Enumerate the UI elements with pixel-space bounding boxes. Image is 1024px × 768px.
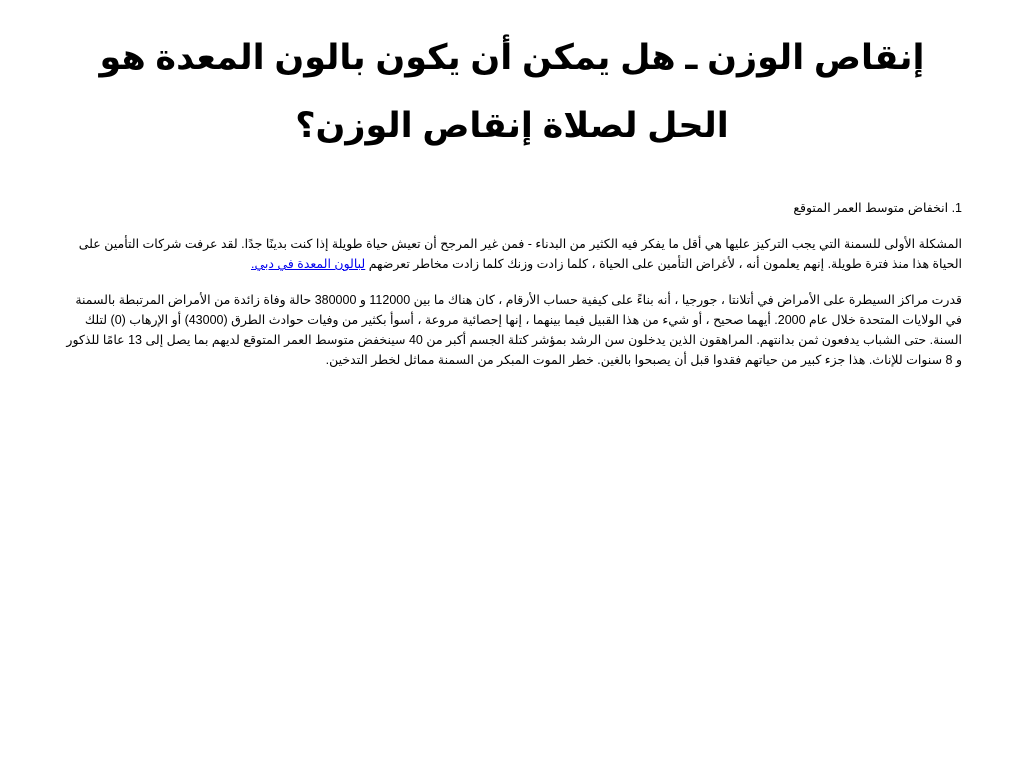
slide-title: إنقاص الوزن ـ هل يمكن أن يكون بالون المعدة هو الحل لصلاة إنقاص الوزن؟ bbox=[99, 38, 925, 145]
gastric-balloon-dubai-link[interactable]: لبالون المعدة في دبي. bbox=[251, 257, 366, 271]
numbered-heading-item: 1. انخفاض متوسط العمر المتوقع bbox=[793, 201, 962, 215]
paragraph-2: قدرت مراكز السيطرة على الأمراض في أتلانتا ، جورجيا ، أنه بناءً على كيفية حساب الأرقام ، كان هناك ما بين 112000 و 380000 حالة وفاة زائدة من الأمراض المرتبطة بالسمنة في الولايات المتحدة خلال عام 2000. أيهما صحيح ، أو شيء من هذا القبيل فيما بينهما ، إنها إحصائية مروعة ، أسوأ بكثير من وفيات حوادث الطرق (43000) أو الإرهاب (0) لتلك السنة. حتى الشباب يدفعون ثمن بدانتهم. المراهقون الذين يدخلون سن الرشد بمؤشر كتلة الجسم أكبر من 40 سينخفض متوسط العمر المتوقع لديهم بما يصل إلى 13 عامًا للذكور و 8 سنوات للإناث. هذا جزء كبير من حياتهم فقدوا قبل أن يصبحوا بالغين. خطر الموت المبكر من السمنة مماثل لخطر التدخين. bbox=[66, 293, 962, 367]
paragraph-1-text: المشكلة الأولى للسمنة التي يجب التركيز عليها هي أقل ما يفكر فيه الكثير من البدناء - فمن غير المرجح أن تعيش حياة طويلة إذا كنت بدينًا جدًا. لقد عرفت شركات التأمين على الحياة هذا منذ فترة طويلة. إنهم يعلمون أنه ، لأغراض التأمين على الحياة ، كلما زادت وزنك كلما زادت مخاطر تعرضهم bbox=[78, 237, 962, 271]
slide-content bbox=[62, 198, 962, 386]
paragraph-1 bbox=[62, 234, 962, 274]
